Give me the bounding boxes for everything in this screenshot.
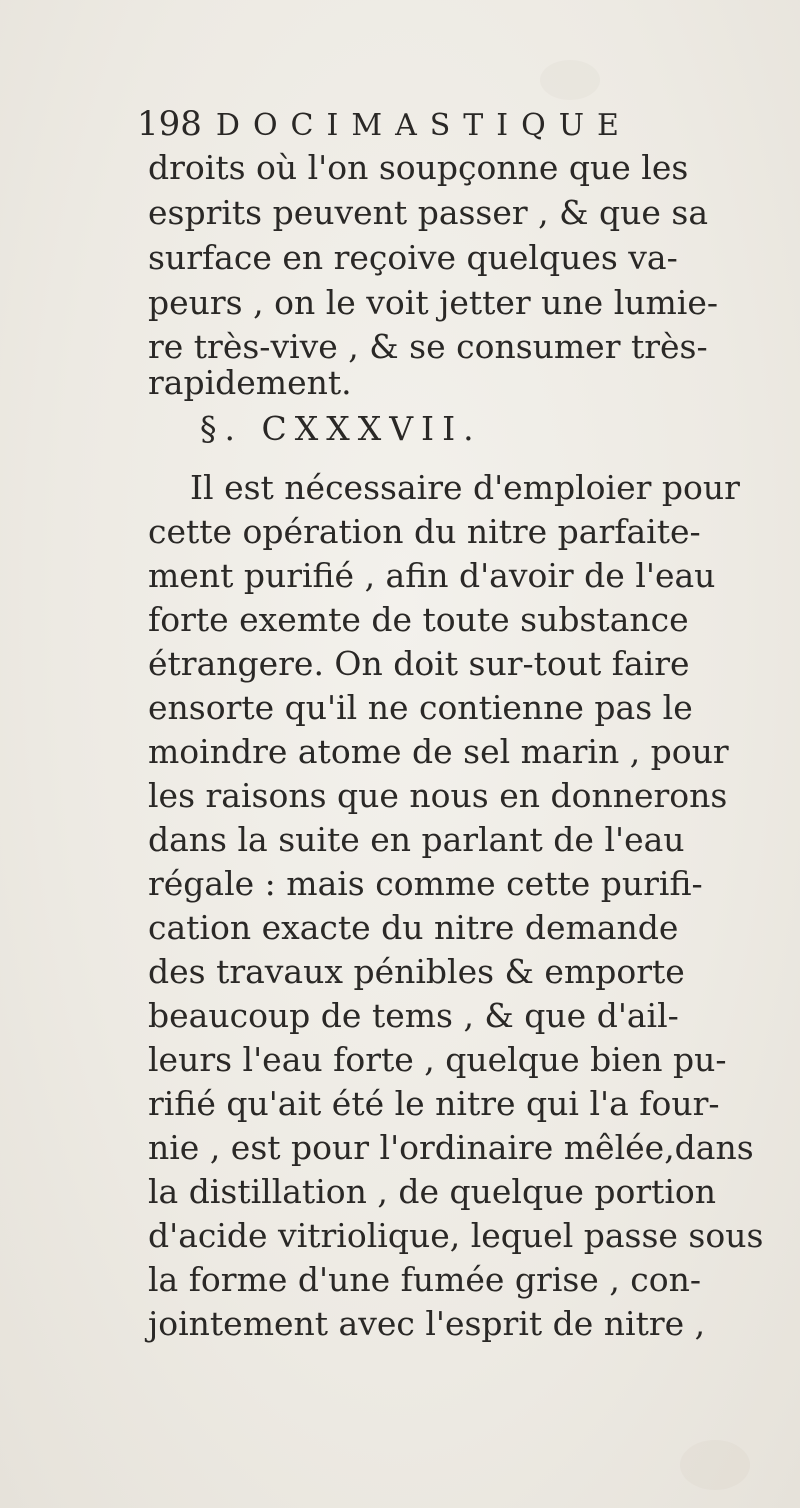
text-line: étrangere. On doit sur-tout faire: [148, 644, 690, 683]
text-line: peurs , on le voit jetter une lumie-: [148, 283, 719, 322]
text-line: nie , est pour l'ordinaire mêlée,dans: [148, 1128, 754, 1167]
text-line: les raisons que nous en donnerons: [148, 776, 728, 815]
text-line: droits où l'on soupçonne que les: [148, 148, 689, 187]
section-heading: §. CXXXVII.: [200, 409, 482, 448]
text-line: cette opération du nitre parfaite-: [148, 512, 701, 551]
text-line: rapidement.: [148, 363, 352, 402]
text-line: régale : mais comme cette purifi-: [148, 864, 703, 903]
text-line: beaucoup de tems , & que d'ail-: [148, 996, 679, 1035]
text-line: d'acide vitriolique, lequel passe sous: [148, 1216, 764, 1255]
text-line: Il est nécessaire d'emploier pour: [190, 468, 740, 507]
text-line: cation exacte du nitre demande: [148, 908, 679, 947]
paper-stain: [540, 60, 600, 100]
page-header: [137, 96, 697, 152]
text-line: re très-vive , & se consumer très-: [148, 327, 708, 366]
text-line: ensorte qu'il ne contienne pas le: [148, 688, 693, 727]
text-line: dans la suite en parlant de l'eau: [148, 820, 685, 859]
text-line: jointement avec l'esprit de nitre ,: [148, 1304, 706, 1343]
text-line: moindre atome de sel marin , pour: [148, 732, 729, 771]
text-line: la forme d'une fumée grise , con-: [148, 1260, 702, 1299]
text-line: des travaux pénibles & emporte: [148, 952, 685, 991]
text-line: leurs l'eau forte , quelque bien pu-: [148, 1040, 727, 1079]
paper-stain: [680, 1440, 750, 1490]
text-line: la distillation , de quelque portion: [148, 1172, 717, 1211]
running-head: DOCIMASTIQUE: [215, 108, 632, 143]
text-line: rifié qu'ait été le nitre qui l'a four-: [148, 1084, 720, 1123]
text-line: surface en reçoive quelques va-: [148, 238, 678, 277]
text-line: esprits peuvent passer , & que sa: [148, 193, 709, 232]
text-line: ment purifié , afin d'avoir de l'eau: [148, 556, 716, 595]
page-number: 198: [137, 104, 202, 144]
text-line: forte exemte de toute substance: [148, 600, 689, 639]
